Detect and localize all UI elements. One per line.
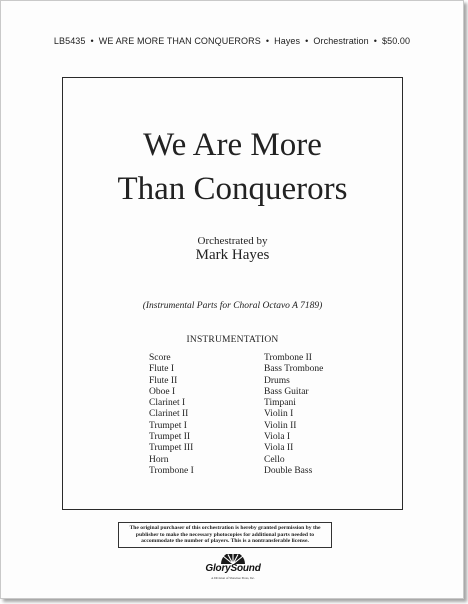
instrument-item: Trumpet III (149, 443, 194, 454)
instrument-item: Bass Guitar (264, 386, 309, 397)
publisher-logo-text: GlorySound (205, 563, 261, 574)
header-separator: • (265, 36, 270, 46)
header-edition: Orchestration (313, 36, 369, 46)
instrument-list-left (149, 353, 194, 477)
arranger-name: Mark Hayes (195, 247, 270, 263)
catalog-number: LB5435 (53, 36, 86, 46)
instrument-item: Oboe I (149, 386, 176, 397)
instrumentation-heading: INSTRUMENTATION (186, 335, 279, 345)
header-separator: • (373, 36, 377, 46)
orchestrated-by-label: Orchestrated by (197, 235, 268, 247)
header-composer: Hayes (274, 36, 301, 46)
header-title: WE ARE MORE THAN CONQUERORS (98, 36, 261, 46)
instrument-item: Flute II (149, 375, 178, 386)
song-title-line-2: Than Conquerors (117, 171, 348, 207)
header-separator: • (305, 36, 309, 46)
title-frame (62, 77, 403, 510)
instrument-item: Clarinet II (149, 409, 189, 420)
parts-note: (Instrumental Parts for Choral Octavo A 7189) (142, 301, 323, 311)
publisher-tagline: A Division of Shawnee Press, Inc. (211, 576, 255, 580)
instrument-item: Trombone I (149, 465, 194, 476)
instrument-item: Trumpet I (149, 420, 187, 431)
license-notice: The original purchaser of this orchestration is hereby granted permission by the publisher to make the necessary photocopies for additional parts needed to accommodate the number of players. This is a nontransferable license. (118, 522, 332, 548)
instrument-item: Clarinet I (149, 398, 186, 409)
instrument-item: Trombone II (264, 353, 312, 363)
instrument-item: Trumpet II (149, 432, 191, 443)
instrument-item: Double Bass (264, 465, 313, 476)
instrument-item: Cello (264, 454, 285, 465)
header-price: $50.00 (381, 36, 411, 46)
instrument-item: Drums (264, 375, 290, 386)
instrument-item: Violin I (264, 409, 294, 420)
instrument-item: Timpani (264, 398, 296, 409)
song-title-line-1: We Are More (143, 127, 322, 163)
catalog-header (1, 36, 463, 46)
publisher-logo (188, 554, 278, 584)
instrument-item: Score (149, 353, 171, 363)
header-separator: • (90, 36, 94, 46)
instrument-item: Bass Trombone (264, 364, 324, 375)
instrument-item: Flute I (149, 364, 175, 375)
song-title (63, 123, 402, 211)
instrument-item: Horn (149, 454, 169, 465)
instrument-list-right (264, 353, 323, 477)
instrument-item: Viola I (264, 432, 291, 443)
instrument-item: Viola II (264, 443, 294, 454)
instrument-item: Violin II (264, 420, 297, 431)
